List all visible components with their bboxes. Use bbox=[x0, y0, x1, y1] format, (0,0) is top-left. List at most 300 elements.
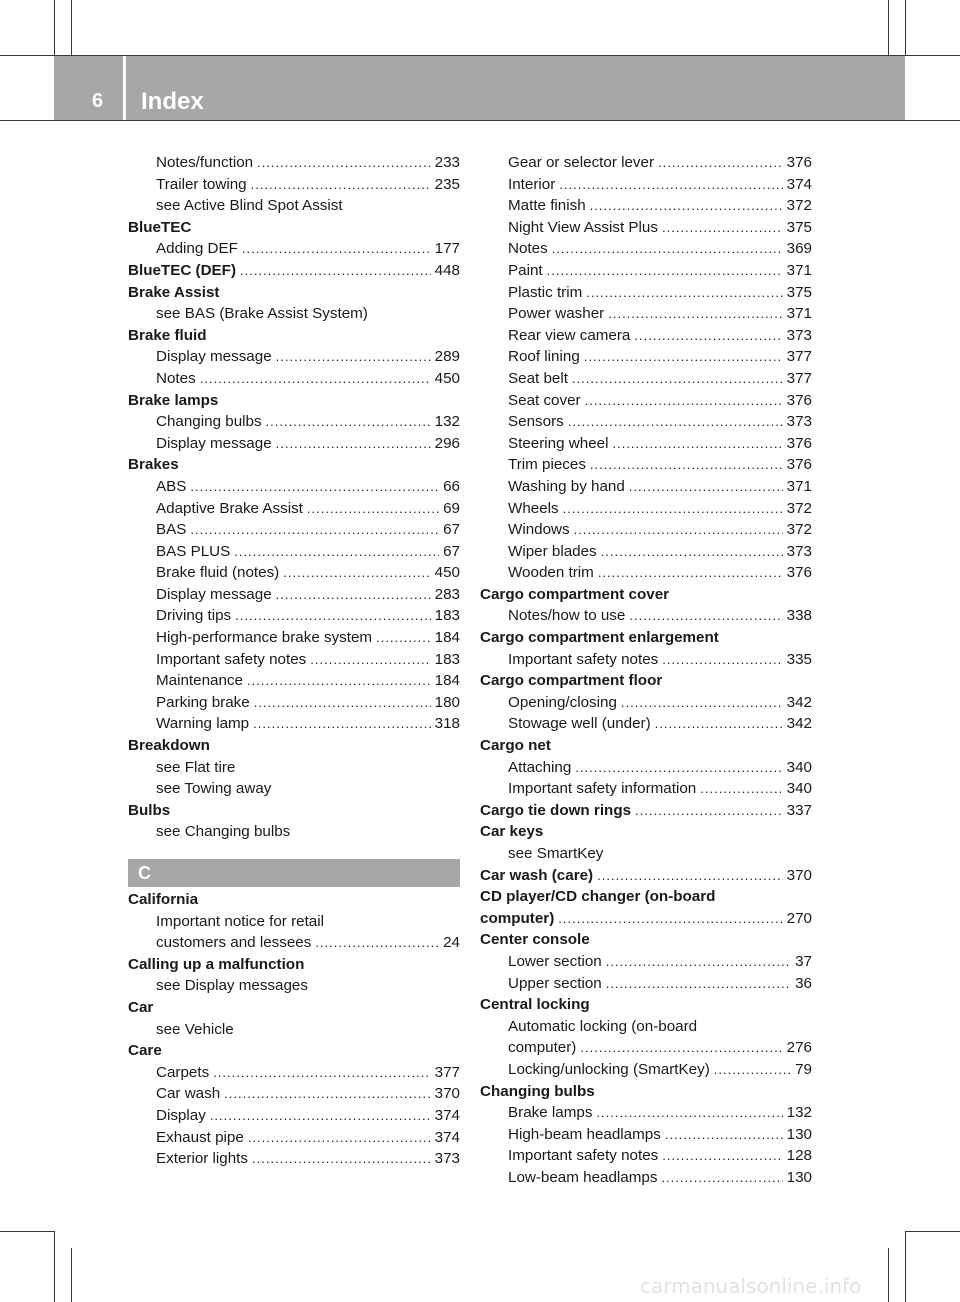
entry-text: Washing by hand bbox=[508, 477, 625, 495]
entry-text: Cargo compartment enlargement bbox=[480, 629, 719, 647]
leader-dots bbox=[248, 1127, 431, 1149]
leader-dots bbox=[608, 303, 782, 325]
page-ref: 371 bbox=[786, 305, 812, 323]
entry-text: Seat belt bbox=[508, 369, 568, 387]
entry-text: Night View Assist Plus bbox=[508, 218, 658, 236]
entry-text: Important safety notes bbox=[508, 650, 659, 668]
page-ref: 369 bbox=[786, 240, 812, 258]
leader-dots bbox=[655, 713, 783, 735]
entry-text: Brakes bbox=[128, 456, 179, 474]
entry-text: Lower section bbox=[508, 952, 602, 970]
entry-text: Matte finish bbox=[508, 197, 586, 215]
index-entry bbox=[480, 174, 812, 196]
leader-dots bbox=[276, 346, 431, 368]
entry-text: Car wash bbox=[156, 1085, 221, 1103]
index-entry bbox=[480, 433, 812, 455]
leader-dots bbox=[612, 433, 782, 455]
page-ref: 342 bbox=[786, 693, 812, 711]
index-entry bbox=[128, 433, 460, 455]
entry-text: Brake lamps bbox=[128, 391, 219, 409]
section-letter-bar: C bbox=[128, 859, 460, 887]
leader-dots bbox=[315, 932, 439, 954]
entry-text: computer) bbox=[480, 909, 555, 927]
page-ref: 450 bbox=[434, 369, 460, 387]
page-ref: 377 bbox=[786, 369, 812, 387]
leader-dots bbox=[376, 627, 431, 649]
index-entry bbox=[128, 368, 460, 390]
entry-text: High-beam headlamps bbox=[508, 1125, 661, 1143]
index-entry bbox=[128, 713, 460, 735]
page-ref: 335 bbox=[786, 650, 812, 668]
index-entry bbox=[128, 627, 460, 649]
page-title: Index bbox=[141, 88, 204, 115]
leader-dots bbox=[559, 174, 782, 196]
entry-text: Seat cover bbox=[508, 391, 581, 409]
entry-text: Sensors bbox=[508, 413, 564, 431]
entry-text: Steering wheel bbox=[508, 434, 609, 452]
leader-dots bbox=[585, 390, 783, 412]
leader-dots bbox=[658, 152, 783, 174]
index-heading bbox=[480, 821, 812, 843]
page-ref: 376 bbox=[786, 154, 812, 171]
index-entry bbox=[480, 303, 812, 325]
leader-dots bbox=[597, 865, 783, 887]
index-entry bbox=[480, 411, 812, 433]
index-entry bbox=[128, 649, 460, 671]
entry-text: Adding DEF bbox=[156, 240, 238, 258]
entry-text: Car wash (care) bbox=[480, 866, 594, 884]
leader-dots bbox=[257, 152, 431, 174]
entry-text: Cargo net bbox=[480, 737, 551, 755]
leader-dots bbox=[224, 1083, 431, 1105]
leader-dots bbox=[276, 433, 431, 455]
index-entry bbox=[480, 649, 812, 671]
page-ref: 373 bbox=[434, 1150, 460, 1168]
entry-text: BAS PLUS bbox=[156, 542, 231, 560]
page-ref: 183 bbox=[434, 650, 460, 668]
index-entry bbox=[128, 911, 460, 933]
leader-dots bbox=[568, 411, 783, 433]
index-entry bbox=[128, 519, 460, 541]
leader-dots bbox=[310, 649, 430, 671]
index-entry bbox=[128, 1148, 460, 1170]
leader-dots bbox=[276, 584, 431, 606]
entry-text: BlueTEC bbox=[128, 218, 192, 236]
index-entry bbox=[480, 238, 812, 260]
entry-text: Brake fluid bbox=[128, 326, 207, 344]
index-entry bbox=[128, 152, 460, 174]
leader-dots bbox=[601, 541, 783, 563]
entry-text: see BAS (Brake Assist System) bbox=[156, 305, 368, 323]
entry-text: Notes/function bbox=[156, 154, 254, 171]
entry-text: customers and lessees bbox=[156, 934, 312, 952]
index-entry bbox=[480, 1145, 812, 1167]
leader-dots bbox=[266, 411, 431, 433]
page-ref: 450 bbox=[434, 564, 460, 582]
leader-dots bbox=[254, 692, 431, 714]
page-ref: 371 bbox=[786, 261, 812, 279]
entry-text: CD player/CD changer (on-board bbox=[480, 888, 716, 906]
crop-mark bbox=[905, 1231, 960, 1232]
footer-watermark: carmanualsonline.info bbox=[640, 1274, 862, 1298]
leader-dots bbox=[700, 778, 782, 800]
index-entry bbox=[480, 1059, 812, 1081]
leader-dots bbox=[563, 498, 783, 520]
leader-dots bbox=[662, 649, 782, 671]
entry-text: ABS bbox=[156, 477, 187, 495]
page-ref: 374 bbox=[786, 175, 812, 193]
entry-text: Display message bbox=[156, 585, 272, 603]
page-ref: 235 bbox=[434, 175, 460, 193]
leader-dots bbox=[253, 713, 431, 735]
index-entry bbox=[480, 1124, 812, 1146]
entry-text: Gear or selector lever bbox=[508, 154, 655, 171]
entry-text: Calling up a malfunction bbox=[128, 955, 305, 973]
page-ref: 337 bbox=[786, 801, 812, 819]
index-heading bbox=[480, 670, 812, 692]
index-entry bbox=[128, 670, 460, 692]
index-entry bbox=[128, 975, 460, 997]
page-ref: 371 bbox=[786, 477, 812, 495]
index-entry bbox=[128, 1127, 460, 1149]
page-ref: 177 bbox=[434, 240, 460, 258]
index-entry bbox=[128, 238, 460, 260]
crop-mark bbox=[905, 1231, 906, 1302]
entry-text: Important notice for retail bbox=[156, 912, 324, 930]
entry-text: see Changing bulbs bbox=[156, 823, 291, 841]
page-ref: 283 bbox=[434, 585, 460, 603]
index-column-right bbox=[480, 152, 812, 1189]
leader-dots bbox=[200, 368, 431, 390]
leader-dots bbox=[213, 1062, 430, 1084]
entry-text: Breakdown bbox=[128, 737, 210, 755]
index-entry bbox=[128, 1105, 460, 1127]
entry-text: Stowage well (under) bbox=[508, 715, 651, 733]
leader-dots bbox=[635, 800, 783, 822]
index-entry bbox=[128, 605, 460, 627]
entry-text: Display message bbox=[156, 434, 272, 452]
leader-dots bbox=[240, 260, 431, 282]
page-ref: 289 bbox=[434, 348, 460, 366]
index-entry bbox=[128, 174, 460, 196]
index-heading bbox=[480, 800, 812, 822]
entry-text: Warning lamp bbox=[156, 715, 250, 733]
index-heading bbox=[480, 886, 812, 908]
leader-dots bbox=[662, 1145, 782, 1167]
index-entry bbox=[480, 605, 812, 627]
index-entry bbox=[480, 476, 812, 498]
leader-dots bbox=[629, 476, 783, 498]
page-ref: 233 bbox=[434, 154, 460, 171]
leader-dots bbox=[251, 174, 431, 196]
leader-dots bbox=[574, 519, 783, 541]
index-entry bbox=[480, 541, 812, 563]
leader-dots bbox=[572, 368, 783, 390]
index-heading bbox=[480, 929, 812, 951]
entry-text: Wheels bbox=[508, 499, 559, 517]
entry-text: Display message bbox=[156, 348, 272, 366]
index-heading bbox=[128, 217, 460, 239]
leader-dots bbox=[307, 498, 439, 520]
crop-mark bbox=[888, 1248, 889, 1302]
entry-text: Upper section bbox=[508, 974, 602, 992]
entry-text: Paint bbox=[508, 261, 543, 279]
index-heading bbox=[128, 1040, 460, 1062]
page-ref: 318 bbox=[434, 715, 460, 733]
entry-text: Cargo tie down rings bbox=[480, 801, 632, 819]
entry-text: Driving tips bbox=[156, 607, 232, 625]
page-ref: 448 bbox=[434, 261, 460, 279]
index-entry bbox=[480, 152, 812, 174]
index-heading bbox=[128, 997, 460, 1019]
page-ref: 296 bbox=[434, 434, 460, 452]
index-entry bbox=[480, 562, 812, 584]
index-entry bbox=[128, 778, 460, 800]
index-entry bbox=[480, 1102, 812, 1124]
index-entry bbox=[128, 757, 460, 779]
entry-text: Notes bbox=[156, 369, 196, 387]
entry-text: Wiper blades bbox=[508, 542, 597, 560]
index-entry bbox=[128, 1062, 460, 1084]
page-ref: 372 bbox=[786, 521, 812, 539]
page-ref: 180 bbox=[434, 693, 460, 711]
entry-text: Roof lining bbox=[508, 348, 580, 366]
index-entry bbox=[480, 1037, 812, 1059]
leader-dots bbox=[584, 346, 783, 368]
leader-dots bbox=[606, 973, 791, 995]
entry-text: Plastic trim bbox=[508, 283, 583, 301]
page-ref: 376 bbox=[786, 434, 812, 452]
entry-text: Windows bbox=[508, 521, 570, 539]
entry-text: Trim pieces bbox=[508, 456, 586, 474]
page-ref: 24 bbox=[443, 934, 460, 952]
index-entry bbox=[480, 692, 812, 714]
entry-text: Locking/unlocking (SmartKey) bbox=[508, 1060, 710, 1078]
entry-text: California bbox=[128, 891, 199, 908]
index-entry bbox=[128, 346, 460, 368]
index-heading bbox=[128, 282, 460, 304]
page-ref: 377 bbox=[786, 348, 812, 366]
page-ref: 67 bbox=[443, 542, 460, 560]
leader-dots bbox=[210, 1105, 431, 1127]
index-entry bbox=[128, 932, 460, 954]
leader-dots bbox=[629, 605, 782, 627]
leader-dots bbox=[665, 1124, 783, 1146]
index-entry bbox=[128, 541, 460, 563]
page-number: 6 bbox=[92, 90, 104, 112]
page-ref: 69 bbox=[443, 499, 460, 517]
page-ref: 36 bbox=[795, 974, 812, 992]
entry-text: Brake lamps bbox=[508, 1104, 593, 1122]
entry-text: Maintenance bbox=[156, 672, 243, 690]
index-heading bbox=[480, 735, 812, 757]
leader-dots bbox=[634, 325, 782, 347]
index-entry bbox=[480, 519, 812, 541]
crop-mark bbox=[54, 0, 55, 56]
crop-mark bbox=[888, 0, 889, 56]
leader-dots bbox=[558, 908, 782, 930]
page-ref: 375 bbox=[786, 283, 812, 301]
index-heading bbox=[480, 584, 812, 606]
index-entry bbox=[128, 821, 460, 843]
crop-mark bbox=[54, 1231, 55, 1302]
page-ref: 377 bbox=[434, 1063, 460, 1081]
page-ref: 372 bbox=[786, 197, 812, 215]
page-ref: 130 bbox=[786, 1168, 812, 1186]
page-ref: 338 bbox=[786, 607, 812, 625]
index-entry bbox=[480, 260, 812, 282]
entry-text: Important safety information bbox=[508, 780, 697, 798]
index-entry bbox=[128, 584, 460, 606]
index-entry bbox=[480, 713, 812, 735]
entry-text: Power washer bbox=[508, 305, 605, 323]
entry-text: Low-beam headlamps bbox=[508, 1168, 658, 1186]
index-entry bbox=[480, 1167, 812, 1189]
index-entry bbox=[480, 368, 812, 390]
entry-text: Care bbox=[128, 1042, 162, 1060]
page-ref: 375 bbox=[786, 218, 812, 236]
leader-dots bbox=[586, 282, 782, 304]
index-entry bbox=[480, 973, 812, 995]
index-heading bbox=[128, 390, 460, 412]
index-entry bbox=[480, 195, 812, 217]
entry-text: Cargo compartment floor bbox=[480, 672, 663, 690]
index-entry bbox=[480, 951, 812, 973]
leader-dots bbox=[547, 260, 783, 282]
index-heading bbox=[128, 954, 460, 976]
index-entry bbox=[480, 390, 812, 412]
page-ref: 372 bbox=[786, 499, 812, 517]
page-ref: 374 bbox=[434, 1128, 460, 1146]
index-heading bbox=[480, 865, 812, 887]
leader-dots bbox=[590, 195, 783, 217]
index-entry bbox=[480, 346, 812, 368]
leader-dots bbox=[596, 1102, 782, 1124]
entry-text: computer) bbox=[508, 1039, 577, 1057]
entry-text: Cargo compartment cover bbox=[480, 585, 670, 603]
index-entry bbox=[128, 1083, 460, 1105]
leader-dots bbox=[190, 476, 439, 498]
page-ref: 66 bbox=[443, 477, 460, 495]
page-ref: 128 bbox=[786, 1147, 812, 1165]
leader-dots bbox=[661, 1167, 782, 1189]
entry-text: Display bbox=[156, 1106, 206, 1124]
entry-text: High-performance brake system bbox=[156, 629, 373, 647]
page-ref: 373 bbox=[786, 542, 812, 560]
page-ref: 37 bbox=[795, 952, 812, 970]
entry-text: Wooden trim bbox=[508, 564, 594, 582]
leader-dots bbox=[598, 562, 783, 584]
leader-dots bbox=[714, 1059, 791, 1081]
entry-text: see SmartKey bbox=[508, 845, 604, 862]
index-heading bbox=[128, 260, 460, 282]
page-ref: 340 bbox=[786, 780, 812, 798]
page-ref: 130 bbox=[786, 1125, 812, 1143]
index-heading bbox=[128, 735, 460, 757]
index-entry bbox=[128, 411, 460, 433]
index-column-left bbox=[128, 152, 460, 1170]
entry-text: Trailer towing bbox=[156, 175, 247, 193]
entry-text: Brake fluid (notes) bbox=[156, 564, 280, 582]
index-entry bbox=[480, 454, 812, 476]
index-entry bbox=[480, 843, 812, 865]
leader-dots bbox=[190, 519, 439, 541]
index-entry bbox=[128, 1019, 460, 1041]
entry-text: Bulbs bbox=[128, 801, 171, 819]
crop-mark bbox=[905, 0, 906, 56]
entry-text: Adaptive Brake Assist bbox=[156, 499, 303, 517]
entry-text: Interior bbox=[508, 175, 556, 193]
page-ref: 376 bbox=[786, 456, 812, 474]
entry-text: see Flat tire bbox=[156, 758, 236, 776]
leader-dots bbox=[662, 217, 783, 239]
crop-mark bbox=[71, 0, 72, 56]
leader-dots bbox=[590, 454, 783, 476]
page-ref: 373 bbox=[786, 413, 812, 431]
entry-text: Brake Assist bbox=[128, 283, 220, 301]
entry-text: see Towing away bbox=[156, 780, 272, 798]
index-entry bbox=[480, 282, 812, 304]
crop-mark bbox=[71, 1248, 72, 1302]
index-entry bbox=[128, 562, 460, 584]
entry-text: Center console bbox=[480, 931, 590, 949]
index-heading bbox=[480, 1081, 812, 1103]
entry-text: Car bbox=[128, 998, 154, 1016]
entry-text: BlueTEC (DEF) bbox=[128, 261, 236, 279]
index-entry bbox=[128, 303, 460, 325]
index-heading bbox=[128, 800, 460, 822]
page-ref: 79 bbox=[795, 1060, 812, 1078]
page-ref: 276 bbox=[786, 1039, 812, 1057]
leader-dots bbox=[247, 670, 431, 692]
page-ref: 374 bbox=[434, 1106, 460, 1124]
index-entry bbox=[128, 195, 460, 217]
entry-text: Changing bulbs bbox=[480, 1082, 595, 1100]
leader-dots bbox=[252, 1148, 431, 1170]
page-ref: 67 bbox=[443, 521, 460, 539]
entry-text: Carpets bbox=[156, 1063, 210, 1081]
index-heading bbox=[480, 908, 812, 930]
index-heading bbox=[128, 325, 460, 347]
page-ref: 370 bbox=[786, 866, 812, 884]
leader-dots bbox=[242, 238, 431, 260]
leader-dots bbox=[552, 238, 783, 260]
page-ref: 183 bbox=[434, 607, 460, 625]
page-ref: 270 bbox=[786, 909, 812, 927]
page-ref: 340 bbox=[786, 758, 812, 776]
leader-dots bbox=[575, 757, 782, 779]
page-ref: 373 bbox=[786, 326, 812, 344]
entry-text: Important safety notes bbox=[156, 650, 307, 668]
index-entry bbox=[480, 1016, 812, 1038]
crop-mark bbox=[0, 1231, 54, 1232]
index-entry bbox=[480, 778, 812, 800]
entry-text: Notes/how to use bbox=[508, 607, 626, 625]
page-ref: 376 bbox=[786, 564, 812, 582]
entry-text: Car keys bbox=[480, 823, 544, 841]
page-ref: 184 bbox=[434, 629, 460, 647]
index-heading bbox=[480, 627, 812, 649]
entry-text: Exhaust pipe bbox=[156, 1128, 244, 1146]
entry-text: see Vehicle bbox=[156, 1020, 234, 1038]
page-ref: 342 bbox=[786, 715, 812, 733]
entry-text: Parking brake bbox=[156, 693, 250, 711]
index-entry bbox=[480, 498, 812, 520]
entry-text: Central locking bbox=[480, 996, 590, 1014]
entry-text: Exterior lights bbox=[156, 1150, 249, 1168]
index-heading bbox=[128, 454, 460, 476]
leader-dots bbox=[621, 692, 783, 714]
